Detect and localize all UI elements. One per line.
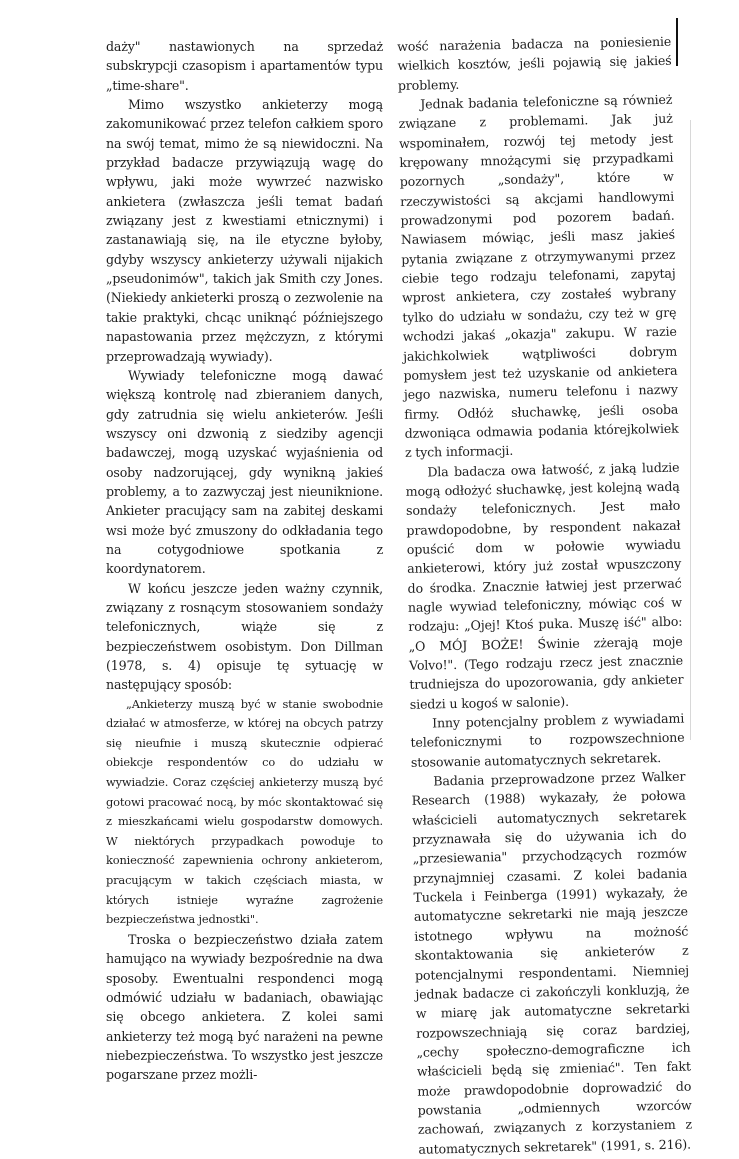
page-edge-shadow — [690, 120, 691, 740]
left-paragraph-2: Mimo wszystko ankieterzy mogą zakomunikować przez telefon całkiem sporo na swój temat, mimo że są niewidoczni. Na przykład badacze przywiązują wagę do wpływu, jaki może wywrzeć nazwisko ankietera (zwłaszcza jeśli temat badań związany jest z kwestiami etnicznymi) i zastanawiają się, na ile etyczne byłoby, gdyby wszyscy ankieterzy używali nijakich „pseudonimów", takich jak Smith czy Jones. (Niekiedy ankieterki proszą o zezwolenie na takie praktyki, chcąc uniknąć późniejszego napastowania przez mężczyzn, z którymi przeprowadzają wywiady). — [106, 97, 383, 364]
right-paragraph-4: Inny potencjalny problem z wywiadami telefonicznymi to rozpowszechnione stosowanie automatycznych sekretarek. — [410, 710, 685, 770]
right-paragraph-1: wość narażenia badacza na poniesienie wielkich kosztów, jeśli pojawią się jakieś problemy. — [397, 33, 672, 93]
left-paragraph-4: W końcu jeszcze jeden ważny czynnik, związany z rosnącym stosowaniem sondaży telefonicznych, wiąże się z bezpieczeństwem osobistym. Don Dillman (1978, s. 4) opisuje tę sytuację w następujący sposób: — [106, 580, 383, 693]
right-column — [397, 32, 692, 1159]
right-paragraph-3: Dla badacza owa łatwość, z jaką ludzie mogą odłożyć słuchawkę, jest kolejną wadą sondaży telefonicznych. Jest mało prawdopodobne, by respondent nakazał opuścić dom w połowie wywiadu ankieterowi, który już został wpuszczony do środka. Znacznie łatwiej jest przerwać nagle wywiad telefoniczny, mówiąc coś w rodzaju: „Ojej! Ktoś puka. Muszę iść" albo: „O MÓJ BOŻE! Świnie zżerają moje Volvo!". (Tego rodzaju rzecz jest znacznie trudniejsza do upozorowania, gdy ankieter siedzi u kogoś w salonie). — [405, 459, 684, 712]
page-edge-mark — [676, 18, 678, 66]
left-paragraph-1: daży" nastawionych na sprzedaż subskrypcji czasopism i apartamentów typu „time-share". — [106, 39, 383, 93]
block-quote: „Ankieterzy muszą być w stanie swobodnie działać w atmosferze, w której na obcych patrzy się nieufnie i muszą skutecznie odpierać obiekcje respondentów co do udziału w wywiadzie. Coraz częściej ankieterzy muszą być gotowi pracować nocą, by móc skontaktować się z mieszkańcami wielu gospodarstw domowych. W niektórych przypadkach powoduje to konieczność zapewnienia ochrony ankieterom, pracującym w takich częściach miasta, w których istnieje wyraźne zagrożenie bezpieczeństwa jednostki". — [106, 696, 383, 927]
left-paragraph-5: Troska o bezpieczeństwo działa zatem hamująco na wywiady bezpośrednie na dwa sposoby. Ewentualni respondenci mogą odmówić udziału w badaniach, obawiając się obcego ankietera. Z kolei sami ankieterzy też mogą być narażeni na pewne niebezpieczeństwa. To wszystko jest jeszcze pogarszane przez możli- — [106, 931, 383, 1083]
right-paragraph-2: Jednak badania telefoniczne są również związane z problemami. Jak już wspominałem, rozwój tej metody jest krępowany mnożącymi się przypadkami pozornych „sondaży", które w rzeczywistości są akcjami handlowymi prowadzonymi pod pozorem badań. Nawiasem mówiąc, jeśli masz jakieś pytania związane z otrzymywanymi przez ciebie tego rodzaju telefonami, zapytaj wprost ankietera, czy zostałeś wybrany tylko do udziału w sondażu, czy też w grę wchodzi jakaś „okazja" zakupu. W razie jakichkolwiek wątpliwości dobrym pomysłem jest też uzyskanie od ankietera jego nazwiska, numeru telefonu i nazwy firmy. Odłóż słuchawkę, jeśli osoba dzwoniąca odmawia podania którejkolwiek z tych informacji. — [398, 91, 679, 461]
right-paragraph-5: Badania przeprowadzone przez Walker Research (1988) wykazały, że połowa właścicieli automatycznych sekretarek przyznawała się do używania ich do „przesiewania" przychodzących rozmów przynajmniej czasami. Z kolei badania Tuckela i Feinberga (1991) wykazały, że automatyczne sekretarki nie mają jeszcze istotnego wpływu na możność skontaktowania się ankieterów z potencjalnymi respondentami. Niemniej jednak badacze ci zakończyli konkluzją, że w miarę jak automatyczne sekretarki rozpowszechniają się coraz bardziej, „cechy społeczno-demograficzne ich właścicieli będą się zmieniać". Ten fakt może prawdopodobnie doprowadzić do powstania „odmiennych wzorców zachowań, związanych z korzystaniem z automatycznych sekretarek" (1991, s. 216). — [411, 768, 693, 1157]
left-column — [106, 37, 383, 1085]
left-paragraph-3: Wywiady telefoniczne mogą dawać większą kontrolę nad zbieraniem danych, gdy zatrudnia się wielu ankieterów. Jeśli wszyscy oni dzwonią z siedziby agencji badawczej, mogą uzyskać wyjaśnienia od osoby nadzorującej, gdy wynikną jakieś problemy, a to zazwyczaj jest nieuniknione. Ankieter pracujący sam na zabitej deskami wsi może być zmuszony do odkładania tego na cotygodniowe spotkania z koordynatorem. — [106, 367, 383, 577]
